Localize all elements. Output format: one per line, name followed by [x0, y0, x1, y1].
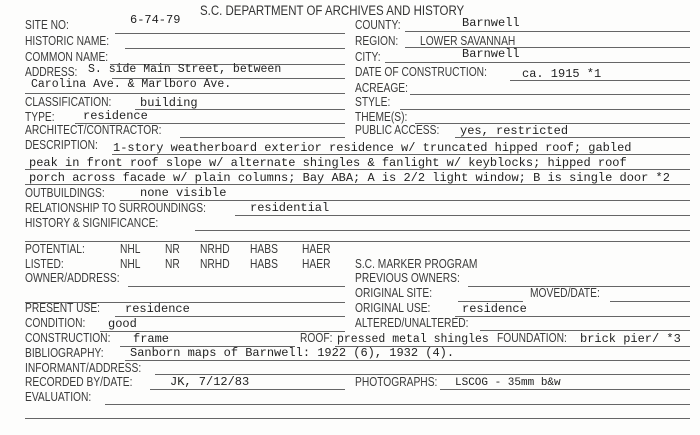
informant-label: INFORMANT/ADDRESS: — [25, 361, 142, 375]
field-line — [385, 62, 690, 63]
historic-name-field[interactable] — [125, 48, 345, 49]
style-field[interactable] — [400, 109, 690, 110]
address-value-2: Carolina Ave. & Marlboro Ave. — [31, 78, 232, 91]
outbuildings-value: none visible — [140, 186, 227, 200]
listed-habs[interactable]: HABS — [250, 257, 278, 271]
site-no-label: SITE NO: — [25, 18, 69, 32]
original-use-label: ORIGINAL USE: — [355, 301, 431, 315]
description-line-2: peak in front roof slope w/ alternate shingles & fanlight w/ keyblocks; hipped roof — [29, 156, 627, 170]
acreage-label: ACREAGE: — [355, 81, 408, 95]
potential-nr[interactable]: NR — [165, 242, 180, 256]
county-value: Barnwell — [462, 16, 520, 30]
field-line — [455, 316, 690, 317]
present-use-label: PRESENT USE: — [25, 301, 101, 315]
potential-nhl[interactable]: NHL — [120, 242, 141, 256]
present-use-value: residence — [125, 302, 190, 316]
field-line — [405, 31, 690, 32]
relationship-value: residential — [250, 201, 330, 215]
field-line — [25, 184, 690, 185]
type-label: TYPE: — [25, 110, 55, 124]
public-access-label: PUBLIC ACCESS: — [355, 123, 440, 137]
historic-name-label: HISTORIC NAME: — [25, 34, 110, 48]
bibliography-label: BIBLIOGRAPHY: — [25, 346, 104, 360]
photographs-value: LSCOG - 35mm b&w — [455, 377, 561, 389]
form-title: S.C. DEPARTMENT OF ARCHIVES AND HISTORY — [200, 3, 465, 18]
field-line — [440, 389, 690, 390]
classification-label: CLASSIFICATION: — [25, 95, 112, 109]
listed-nr[interactable]: NR — [165, 257, 180, 271]
photographs-label: PHOTOGRAPHS: — [355, 375, 438, 389]
date-construction-label: DATE OF CONSTRUCTION: — [355, 65, 487, 79]
city-value: Barnwell — [462, 47, 520, 61]
foundation-label: FOUNDATION: — [497, 331, 567, 345]
architect-field[interactable] — [180, 137, 345, 138]
previous-owners-label: PREVIOUS OWNERS: — [355, 271, 460, 285]
roof-label: ROOF: — [300, 331, 333, 345]
foundation-value: brick pier/ *3 — [580, 332, 681, 346]
field-line — [112, 154, 690, 155]
original-site-label: ORIGINAL SITE: — [355, 286, 433, 300]
listed-nrhd[interactable]: NRHD — [200, 257, 230, 271]
listed-label: LISTED: — [25, 257, 64, 271]
condition-label: CONDITION: — [25, 316, 86, 330]
field-line — [455, 137, 690, 138]
potential-habs[interactable]: HABS — [250, 242, 278, 256]
county-label: COUNTY: — [355, 18, 401, 32]
listed-nhl[interactable]: NHL — [120, 257, 141, 271]
field-line — [510, 80, 690, 81]
outbuildings-label: OUTBUILDINGS: — [25, 186, 105, 200]
field-line — [115, 33, 345, 34]
architect-label: ARCHITECT/CONTRACTOR: — [25, 123, 162, 137]
construction-label: CONSTRUCTION: — [25, 331, 111, 345]
recorded-label: RECORDED BY/DATE: — [25, 375, 133, 389]
evaluation-label: EVALUATION: — [25, 390, 92, 404]
owner-field[interactable] — [128, 286, 345, 287]
common-name-label: COMMON NAME: — [25, 50, 109, 64]
evaluation-field[interactable] — [105, 404, 690, 405]
field-line — [235, 215, 690, 216]
acreage-field[interactable] — [410, 94, 690, 95]
potential-label: POTENTIAL: — [25, 242, 85, 256]
city-label: CITY: — [355, 50, 381, 64]
owner-label: OWNER/ADDRESS: — [25, 271, 120, 285]
condition-value: good — [108, 317, 137, 331]
moved-date-field[interactable] — [610, 301, 690, 302]
style-label: STYLE: — [355, 95, 391, 109]
type-value: residence — [83, 109, 148, 123]
relationship-label: RELATIONSHIP TO SURROUNDINGS: — [25, 201, 206, 215]
description-line-3: porch across facade w/ plain columns; Bay ABA; A is 2/2 light window; B is single door *2 — [29, 171, 670, 185]
description-label: DESCRIPTION: — [25, 138, 98, 152]
marker-program-label: S.C. MARKER PROGRAM — [355, 257, 478, 271]
public-access-value: yes, restricted — [460, 124, 569, 138]
listed-haer[interactable]: HAER — [302, 257, 331, 271]
region-value: LOWER SAVANNAH — [420, 34, 516, 48]
address-label: ADDRESS: — [25, 65, 78, 79]
themes-label: THEME(S): — [355, 110, 408, 124]
potential-nrhd[interactable]: NRHD — [200, 242, 230, 256]
address-value-1: S. side Main Street, between — [88, 63, 282, 76]
construction-value: frame — [133, 332, 170, 346]
roof-value: pressed metal shingles — [337, 333, 489, 346]
history-field[interactable] — [195, 230, 690, 231]
field-line — [405, 47, 690, 48]
field-line — [25, 93, 345, 94]
bibliography-value: Sanborn maps of Barnwell: 1922 (6), 1932 (4). — [130, 346, 455, 360]
description-line-1: 1-story weatherboard exterior residence w/ truncated hipped roof; gabled — [113, 141, 632, 155]
original-use-value: residence — [462, 302, 527, 316]
date-construction-value: ca. 1915 *1 — [522, 67, 602, 81]
classification-value: building — [140, 96, 198, 110]
region-label: REGION: — [355, 34, 399, 48]
recorded-value: JK, 7/12/83 — [170, 375, 250, 389]
moved-date-label: MOVED/DATE: — [530, 286, 600, 300]
field-line — [150, 389, 345, 390]
altered-label: ALTERED/UNALTERED: — [355, 316, 469, 330]
history-label: HISTORY & SIGNIFICANCE: — [25, 216, 159, 230]
site-no-value: 6-74-79 — [130, 13, 181, 27]
field-line — [115, 316, 345, 317]
evaluation-field-2[interactable] — [25, 418, 690, 419]
field-line — [125, 360, 690, 361]
field-line — [135, 109, 345, 110]
field-line — [25, 169, 690, 170]
potential-haer[interactable]: HAER — [302, 242, 331, 256]
